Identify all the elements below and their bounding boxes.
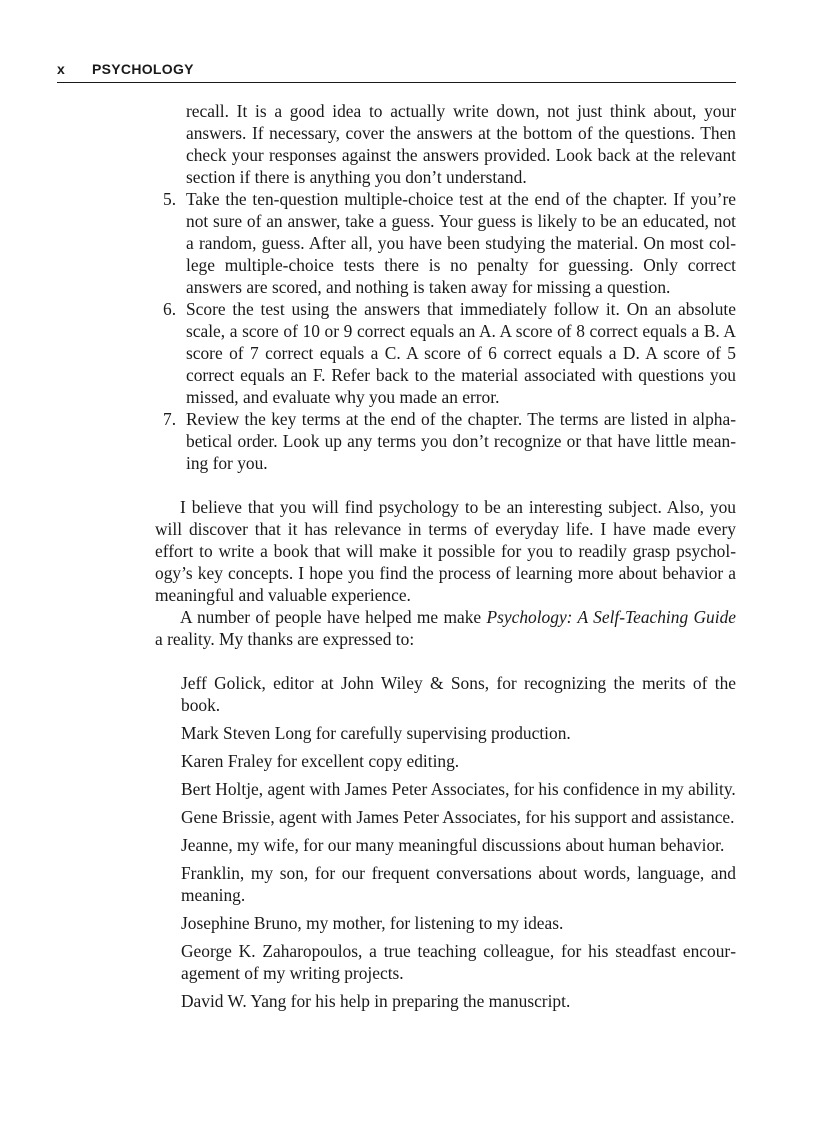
list-item: George K. Zaharopoulos, a true teaching colleague, for his steadfast encouragement of my writing projects. [181, 941, 736, 983]
step-text: Take the ten-question multiple-choice test at the end of the chapter. If you’re not sure of an answer, take a guess. Your guess is likely to be an educated, not a random, guess. After all, you have been studying the material. On most college multiple-choice tests there is no penalty for guessing. Only correct answers are scored, and nothing is taken away for missing a question. [186, 189, 736, 297]
page-body [155, 100, 736, 1018]
step-text: Score the test using the answers that immediately follow it. On an absolute scale, a score of 10 or 9 correct equals an A. A score of 8 correct equals a B. A score of 7 correct equals a C. A score of 6 correct equals a D. A score of 5 correct equals an F. Refer back to the material associated with questions you missed, and evaluate why you made an error. [186, 299, 736, 407]
paragraph-text: a reality. My thanks are expressed to: [155, 629, 415, 649]
step-text: Review the key terms at the end of the chapter. The terms are listed in alphabetical order. Look up any terms you don’t recognize or that have little meaning for you. [186, 409, 736, 473]
list-item [155, 298, 736, 408]
list-item: Franklin, my son, for our frequent conversations about words, language, and meaning. [181, 863, 736, 905]
list-item: Bert Holtje, agent with James Peter Associates, for his confidence in my ability. [181, 779, 736, 799]
list-item: Jeanne, my wife, for our many meaningful discussions about human behavior. [181, 835, 725, 855]
study-steps-list [155, 188, 736, 474]
running-title: PSYCHOLOGY [92, 61, 194, 77]
body-paragraph [155, 606, 736, 650]
step-number: 7. [163, 409, 177, 429]
acknowledgments-list [181, 672, 736, 1012]
body-paragraph: I believe that you will find psychology to be an interesting subject. Also, you will discover that it has relevance in terms of everyday life. I have made every effort to write a book that will make it possible for you to readily grasp psychology’s key concepts. I hope you find the process of learning more about behavior a meaningful and valuable experience. [155, 497, 736, 605]
list-item: Mark Steven Long for carefully supervising production. [181, 723, 571, 743]
running-header [57, 60, 736, 83]
list-item [155, 408, 736, 474]
list-item: Gene Brissie, agent with James Peter Associates, for his support and assistance. [181, 807, 735, 827]
continued-step-text: recall. It is a good idea to actually write down, not just think about, your answers. If necessary, cover the answers at the bottom of the questions. Then check your responses against the answers provided. Look back at the relevant section if there is anything you don’t understand. [186, 101, 736, 187]
list-item: Josephine Bruno, my mother, for listening to my ideas. [181, 913, 564, 933]
list-item [155, 188, 736, 298]
list-item: David W. Yang for his help in preparing the manuscript. [181, 991, 571, 1011]
step-number: 5. [163, 189, 177, 209]
step-number: 6. [163, 299, 177, 319]
list-item: Karen Fraley for excellent copy editing. [181, 751, 460, 771]
paragraph-text: A number of people have helped me make [180, 607, 487, 627]
book-title: Psychology: A Self-Teaching Guide [486, 607, 737, 627]
page-number: x [57, 61, 66, 77]
list-item: Jeff Golick, editor at John Wiley & Sons, for recognizing the merits of the book. [181, 673, 736, 715]
